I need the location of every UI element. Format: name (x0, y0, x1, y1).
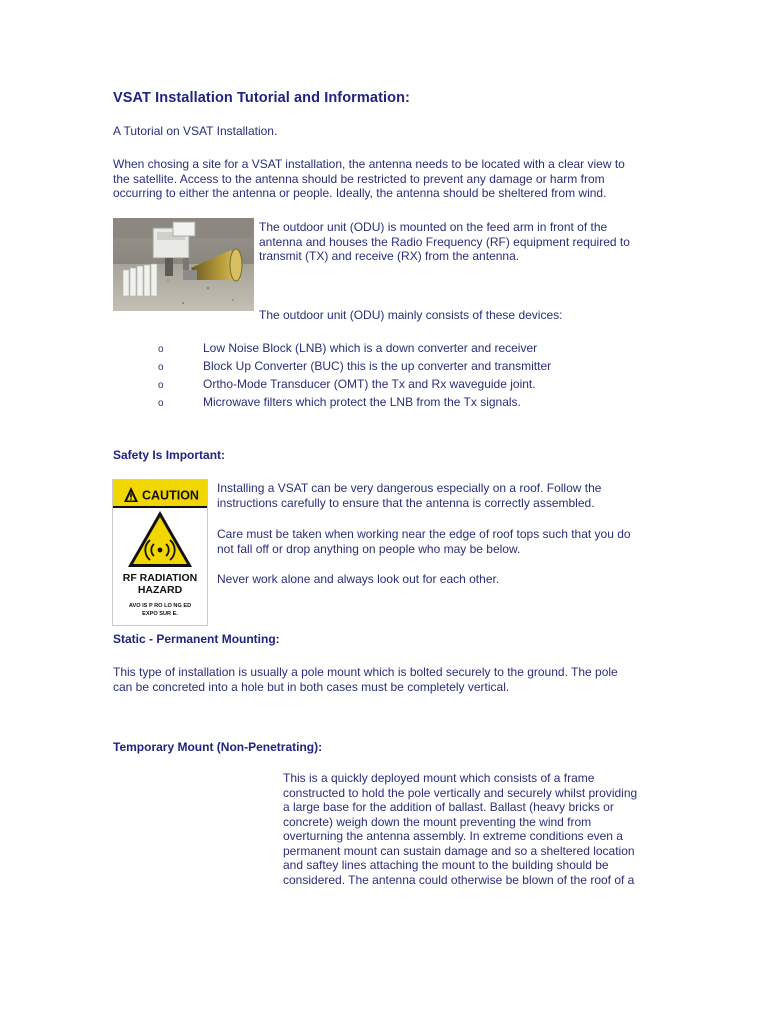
temporary-line: constructed to hold the pole vertically and securely whilst providing (283, 785, 638, 800)
static-heading: Static - Permanent Mounting: (113, 632, 280, 646)
temporary-heading: Temporary Mount (Non-Penetrating): (113, 740, 323, 754)
temporary-line: concrete) weigh down the mount preventing the wind from (283, 814, 592, 829)
temporary-line: considered. The antenna could otherwise be blown of the roof of a (283, 872, 635, 887)
device-list (158, 340, 551, 412)
list-item (158, 358, 551, 376)
temporary-line: a large base for the addition of ballast. Ballast (heavy bricks or (283, 800, 614, 814)
odu-description (259, 220, 630, 264)
safety-line: Care must be taken when working near the edge of roof tops such that you do (217, 527, 631, 541)
static-paragraph (113, 665, 618, 694)
odu-line: transmit (TX) and receive (RX) from the antenna. (259, 249, 520, 263)
safety-paragraph-1 (217, 481, 601, 510)
odu-line: antenna and houses the Radio Frequency (RF) equipment required to (259, 234, 630, 249)
site-line: the satellite. Access to the antenna should be restricted to prevent any damage or harm from (113, 171, 605, 186)
temporary-line: overturning the antenna assembly. In extreme conditions even a (283, 829, 623, 843)
temporary-line: and saftey lines attaching the mount to the building should be (283, 858, 609, 872)
caution-text: CAUTION (142, 488, 199, 503)
list-item (158, 340, 551, 358)
safety-line: not fall off or drop anything on people who may be below. (217, 541, 521, 556)
caution-sign (112, 479, 208, 626)
site-line: occurring to either the antenna or people. Ideally, the antenna should be sheltered from wind. (113, 186, 607, 200)
odu-line: The outdoor unit (ODU) is mounted on the feed arm in front of the (259, 220, 608, 234)
safety-line: Installing a VSAT can be very dangerous especially on a roof. Follow the (217, 481, 602, 495)
temporary-line: This is a quickly deployed mount which consists of a frame (283, 771, 595, 785)
device-label: Low Noise Block (LNB) which is a down converter and receiver (203, 341, 538, 355)
sign-line-2: HAZARD (137, 584, 183, 596)
intro-text: A Tutorial on VSAT Installation. (113, 124, 278, 138)
temporary-line: permanent mount can sustain damage and so a sheltered location (283, 843, 635, 858)
odu-consists-text: The outdoor unit (ODU) mainly consists of these devices: (259, 308, 563, 322)
site-line: When chosing a site for a VSAT installation, the antenna needs to be located with a clear view to (113, 157, 625, 171)
static-line: This type of installation is usually a pole mount which is bolted securely to the ground. The pole (113, 665, 618, 679)
site-paragraph (113, 157, 625, 201)
list-item (158, 394, 551, 412)
list-item (158, 376, 551, 394)
temporary-paragraph (283, 771, 637, 887)
sign-small-2: EXPO SUR E. (142, 611, 178, 617)
device-label: Ortho-Mode Transducer (OMT) the Tx and Rx waveguide joint. (203, 377, 536, 391)
page-title: VSAT Installation Tutorial and Information: (113, 90, 410, 106)
device-label: Microwave filters which protect the LNB from the Tx signals. (203, 395, 521, 409)
bullet-marker: o (158, 380, 164, 391)
device-label: Block Up Converter (BUC) this is the up converter and transmitter (203, 359, 552, 373)
bullet-marker: o (158, 398, 164, 409)
bullet-marker: o (158, 344, 164, 355)
sign-line-1: RF RADIATION (122, 572, 198, 584)
safety-line: instructions carefully to ensure that the antenna is correctly assembled. (217, 495, 595, 510)
safety-paragraph-2 (217, 527, 631, 556)
odu-photo (113, 218, 254, 311)
sign-small-1: AVO IS P RO LO NG ED (128, 603, 192, 609)
bullet-marker: o (158, 362, 164, 373)
static-line: can be concreted into a hole but in both cases must be completely vertical. (113, 679, 510, 694)
safety-heading: Safety Is Important: (113, 448, 226, 462)
safety-paragraph-3: Never work alone and always look out for each other. (217, 572, 500, 586)
